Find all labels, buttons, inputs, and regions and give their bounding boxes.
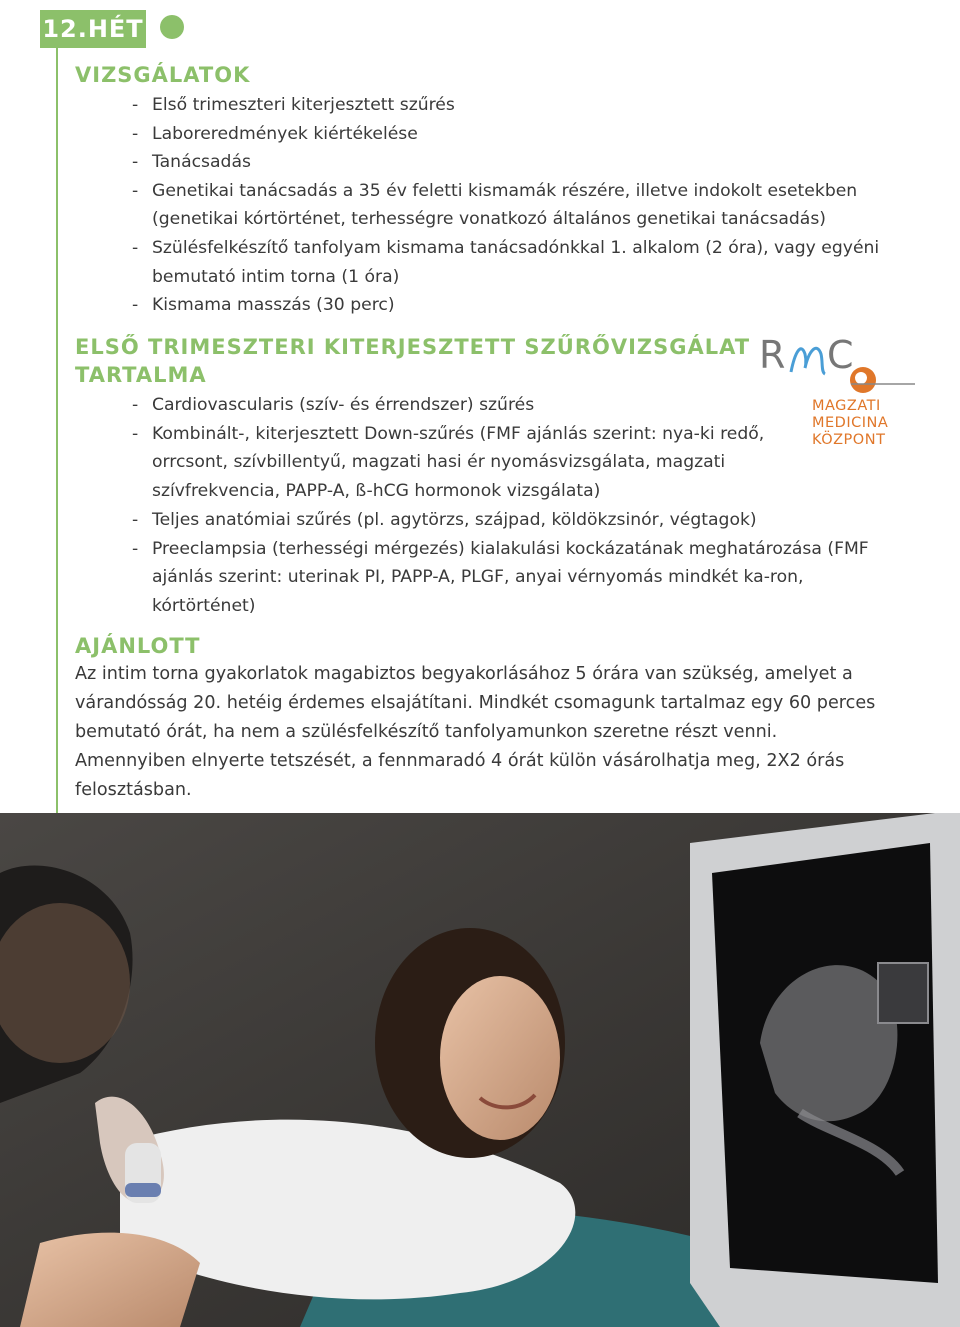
logo-text [812, 398, 922, 449]
logo-text-line2: MEDICINA [812, 415, 889, 431]
week-tab: 12.HÉT [40, 10, 146, 48]
list-item: - Laboreredmények kiértékelése [124, 120, 889, 149]
patient-face [440, 976, 560, 1140]
list-item: - Szülésfelkészítő tanfolyam kismama tanácsadónkkal 1. alkalom (2 óra), vagy egyéni bemutató intim torna (1 óra) [124, 234, 889, 291]
exam-list [124, 91, 889, 320]
logo-text-line1: MAGZATI [812, 398, 881, 414]
side-line [56, 48, 58, 813]
logo-letter-m [791, 348, 825, 374]
logo-letter-c: C [827, 333, 854, 377]
screening-list-b [124, 506, 889, 620]
recommended-paragraph: Az intim torna gyakorlatok magabiztos begyakorlásához 5 órára van szükség, amelyet a várandósság 20. hetéig érdemes elsajátítani. Mindkét csomagunk tartalmaz egy 60 perces bemutató órát, ha nem a szülésfelkészítő tanfolyamunkon szeretne részt venni. Amennyiben elnyerte tetszését, a fennmaradó 4 órát külön vásárolhatja meg, 2X2 órás felosztásban. [75, 664, 876, 800]
patient-belly [20, 1233, 200, 1327]
section-title-screening-line1: ELSŐ TRIMESZTERI KITERJESZTETT SZŰRŐVIZSGÁLAT [75, 335, 751, 359]
list-item: - Genetikai tanácsadás a 35 év feletti kismamák részére, illetve indokolt esetekben (genetikai kórtörténet, terhességre vonatkozó általános genetikai tanácsadás) [124, 177, 889, 234]
list-item: - Teljes anatómiai szűrés (pl. agytörzs, szájpad, köldökzsinór, végtagok) [124, 506, 889, 535]
section-title-screening-line2: TARTALMA [75, 363, 207, 387]
scan-inset [878, 963, 928, 1023]
list-item: - Preeclampsia (terhességi mérgezés) kialakulási kockázatának meghatározása (FMF ajánlás szerint: uterinak PI, PAPP-A, PLGF, anyai vérnyomás mindkét ka-ron, kórtörténet) [124, 535, 889, 621]
section-title-vizsgalatok: VIZSGÁLATOK [75, 63, 251, 87]
ultrasound-exam-photo [0, 813, 960, 1327]
list-item: - Kombinált-, kiterjesztett Down-szűrés (FMF ajánlás szerint: nya-ki redő, orrcsont, szívbillentyű, magzati hasi ér nyomásvizsgálata, magzati szívfrekvencia, PAPP-A, ß-hCG hormonok vizsgálata) [124, 420, 774, 506]
logo-text-line3: KÖZPONT [812, 432, 886, 448]
list-item: - Tanácsadás [124, 148, 889, 177]
list-item: - Első trimeszteri kiterjesztett szűrés [124, 91, 889, 120]
week-dot [160, 15, 184, 39]
list-item: - Cardiovascularis (szív- és érrendszer) szűrés [124, 391, 774, 420]
section-title-ajanlott: AJÁNLOTT [75, 634, 201, 658]
logo-letter-r: R [759, 333, 786, 377]
list-item: - Kismama masszás (30 perc) [124, 291, 889, 320]
screening-list-a [124, 391, 774, 505]
